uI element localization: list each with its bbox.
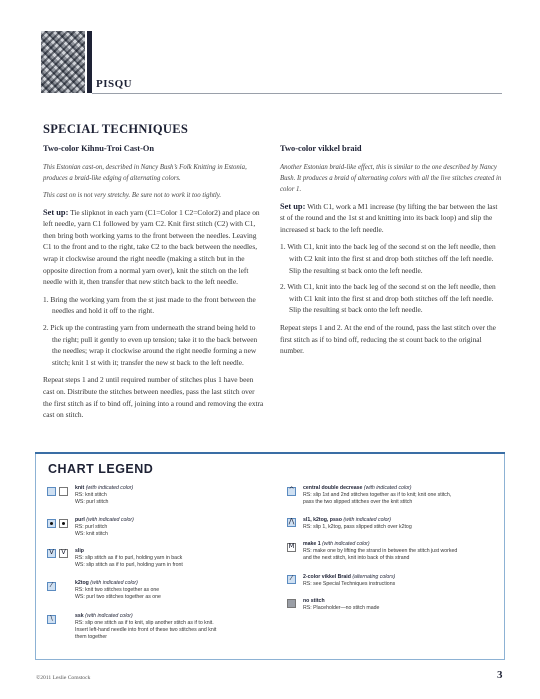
- header-bar: [87, 31, 92, 93]
- right-steps: [280, 241, 504, 316]
- legend-item-ssk: ssk (with indicated color) RS: slip one stitch as if to knit, slip another stitch as if to knit. Insert left-hand needle into front of these two stitches and knit them together: [75, 613, 217, 640]
- left-note: This cast on is not very stretchy. Be sure not to work it too tightly.: [43, 191, 222, 199]
- left-slant-icon: \: [47, 615, 56, 624]
- right-column: [280, 143, 504, 363]
- legend-item-central-double-decrease: central double decrease (with indicated color) RS: slip 1st and 2nd stitches together as if to knit; knit one stitch, pass the two slipped stitches over the knit stitch: [303, 485, 452, 505]
- right-slant-icon: ⁄: [47, 582, 56, 591]
- caret-icon: ^: [288, 486, 295, 494]
- left-setup: [43, 207, 265, 288]
- dot-square-icon: [47, 519, 56, 528]
- legend-item-no-stitch: no stitch RS: Placeholder—no stitch made: [303, 598, 380, 611]
- right-setup: [280, 201, 504, 236]
- right-heading: Two-color vikkel braid: [280, 144, 362, 153]
- blank-square-icon: [47, 487, 56, 496]
- page-number: 3: [497, 669, 503, 681]
- pattern-thumbnail: [41, 31, 85, 93]
- setup-text: Tie slipknot in each yarn (C1=Color 1 C2=Color2) and place on left needle, yarn C1 followed by yarn C2. Knit first stitch (C2) with C1, then bring both working yarns to the front between the needles. Leaving C1 to the front and to the right, take C2 to the back between the needles, wrap it clockwise around the right needle (making a stitch but in the opposite direction from a normal yarn over), knit the stitch on the left needle with it, then transfer that new stitch back to the left needle.: [43, 207, 260, 287]
- header-rule: [92, 93, 502, 94]
- left-column: [43, 143, 265, 427]
- left-intro: This Estonian cast-on, described in Nancy Bush’s Folk Knitting in Estonia, produces a braid-like edging of alternating colors.: [43, 163, 247, 182]
- legend-item-knit: knit (with indicated color) RS: knit stitch WS: purl stitch: [75, 485, 134, 505]
- setup-label: Set up:: [280, 201, 306, 211]
- section-title: SPECIAL TECHNIQUES: [43, 122, 189, 136]
- list-item: 1. Bring the working yarn from the st just made to the front between the needles and hold it off to the right.: [43, 294, 256, 316]
- setup-label: Set up:: [43, 207, 69, 217]
- legend-item-sl1-k2tog-psso: sl1, k2tog, psso (with indicated color) RS: slip 1, k2tog, pass slipped stitch over k2tog: [303, 517, 412, 530]
- list-item: 2. With C1, knit into the back leg of the second st on the left needle, then with C1 knit into the first st and drop both stitches off the left needle. Slip the resulting st back onto the left needle.: [280, 282, 496, 315]
- braid-icon: ⁄: [287, 575, 296, 584]
- left-closing: Repeat steps 1 and 2 until required number of stitches plus 1 have been cast on. Distribute the stitches between needles, pass the last stitch over the first stitch as if to bind off, joining into a round and removing the extra cast on stitch.: [43, 375, 264, 420]
- legend-item-purl: purl (with indicated color) RS: purl stitch WS: knit stitch: [75, 517, 134, 537]
- list-item: 2. Pick up the contrasting yarn from underneath the strand being held to the right; pull it gently to even up tension; take it to the back between the needles; wrap it clockwise around the right needle forming a new stitch; knit 1 st with it; transfer the new st back to the left needle.: [43, 322, 258, 367]
- blank-square-icon: [59, 487, 68, 496]
- right-intro: Another Estonian braid-like effect, this is similar to the one described by Nancy Bush. It produces a braid of alternating colors with all the live stitches created in color 1.: [280, 163, 502, 193]
- left-steps: [43, 294, 265, 369]
- v-square-icon: V: [47, 549, 56, 558]
- triple-decrease-icon: ⋀: [288, 517, 295, 525]
- page-title: PISQU: [96, 78, 133, 90]
- v-square-icon: V: [59, 549, 68, 558]
- left-heading: Two-color Kihnu-Troi Cast-On: [43, 144, 155, 153]
- legend-item-k2tog: k2tog (with indicated color) RS: knit two stitches together as one WS: purl two stitches together as one: [75, 580, 161, 600]
- setup-text: With C1, work a M1 increase (by lifting the bar between the last st of the round and the 1st st and knitting into its back loop) and slip the increased st back to the left needle.: [280, 201, 498, 234]
- gray-square-icon: [287, 599, 296, 608]
- legend-item-slip: slip RS: slip stitch as if to purl, holding yarn in back WS: slip stitch as if to purl, holding yarn in front: [75, 548, 183, 568]
- legend-item-vikkel-braid: 2-color vikkel Braid (alternating colors) RS: see Special Techniques instructions: [303, 574, 396, 587]
- dot-square-icon: [59, 519, 68, 528]
- m-icon: M: [288, 542, 295, 550]
- right-closing: Repeat steps 1 and 2. At the end of the round, pass the last stitch over the first stitch as if to bind off, reducing the st count back to the original number.: [280, 322, 496, 356]
- legend-item-make-1: make 1 (with indicated color) RS: make one by lifting the strand in between the stitch just worked and the next stitch, knit into back of this strand: [303, 541, 458, 561]
- list-item: 1. With C1, knit into the back leg of the second st on the left needle, then with C2 knit into the first st and drop both stitches off the left needle. Slip the resulting st back onto the left needle.: [280, 242, 496, 275]
- copyright: ©2011 Leslie Comstock: [36, 675, 91, 681]
- legend-title: CHART LEGEND: [48, 462, 154, 476]
